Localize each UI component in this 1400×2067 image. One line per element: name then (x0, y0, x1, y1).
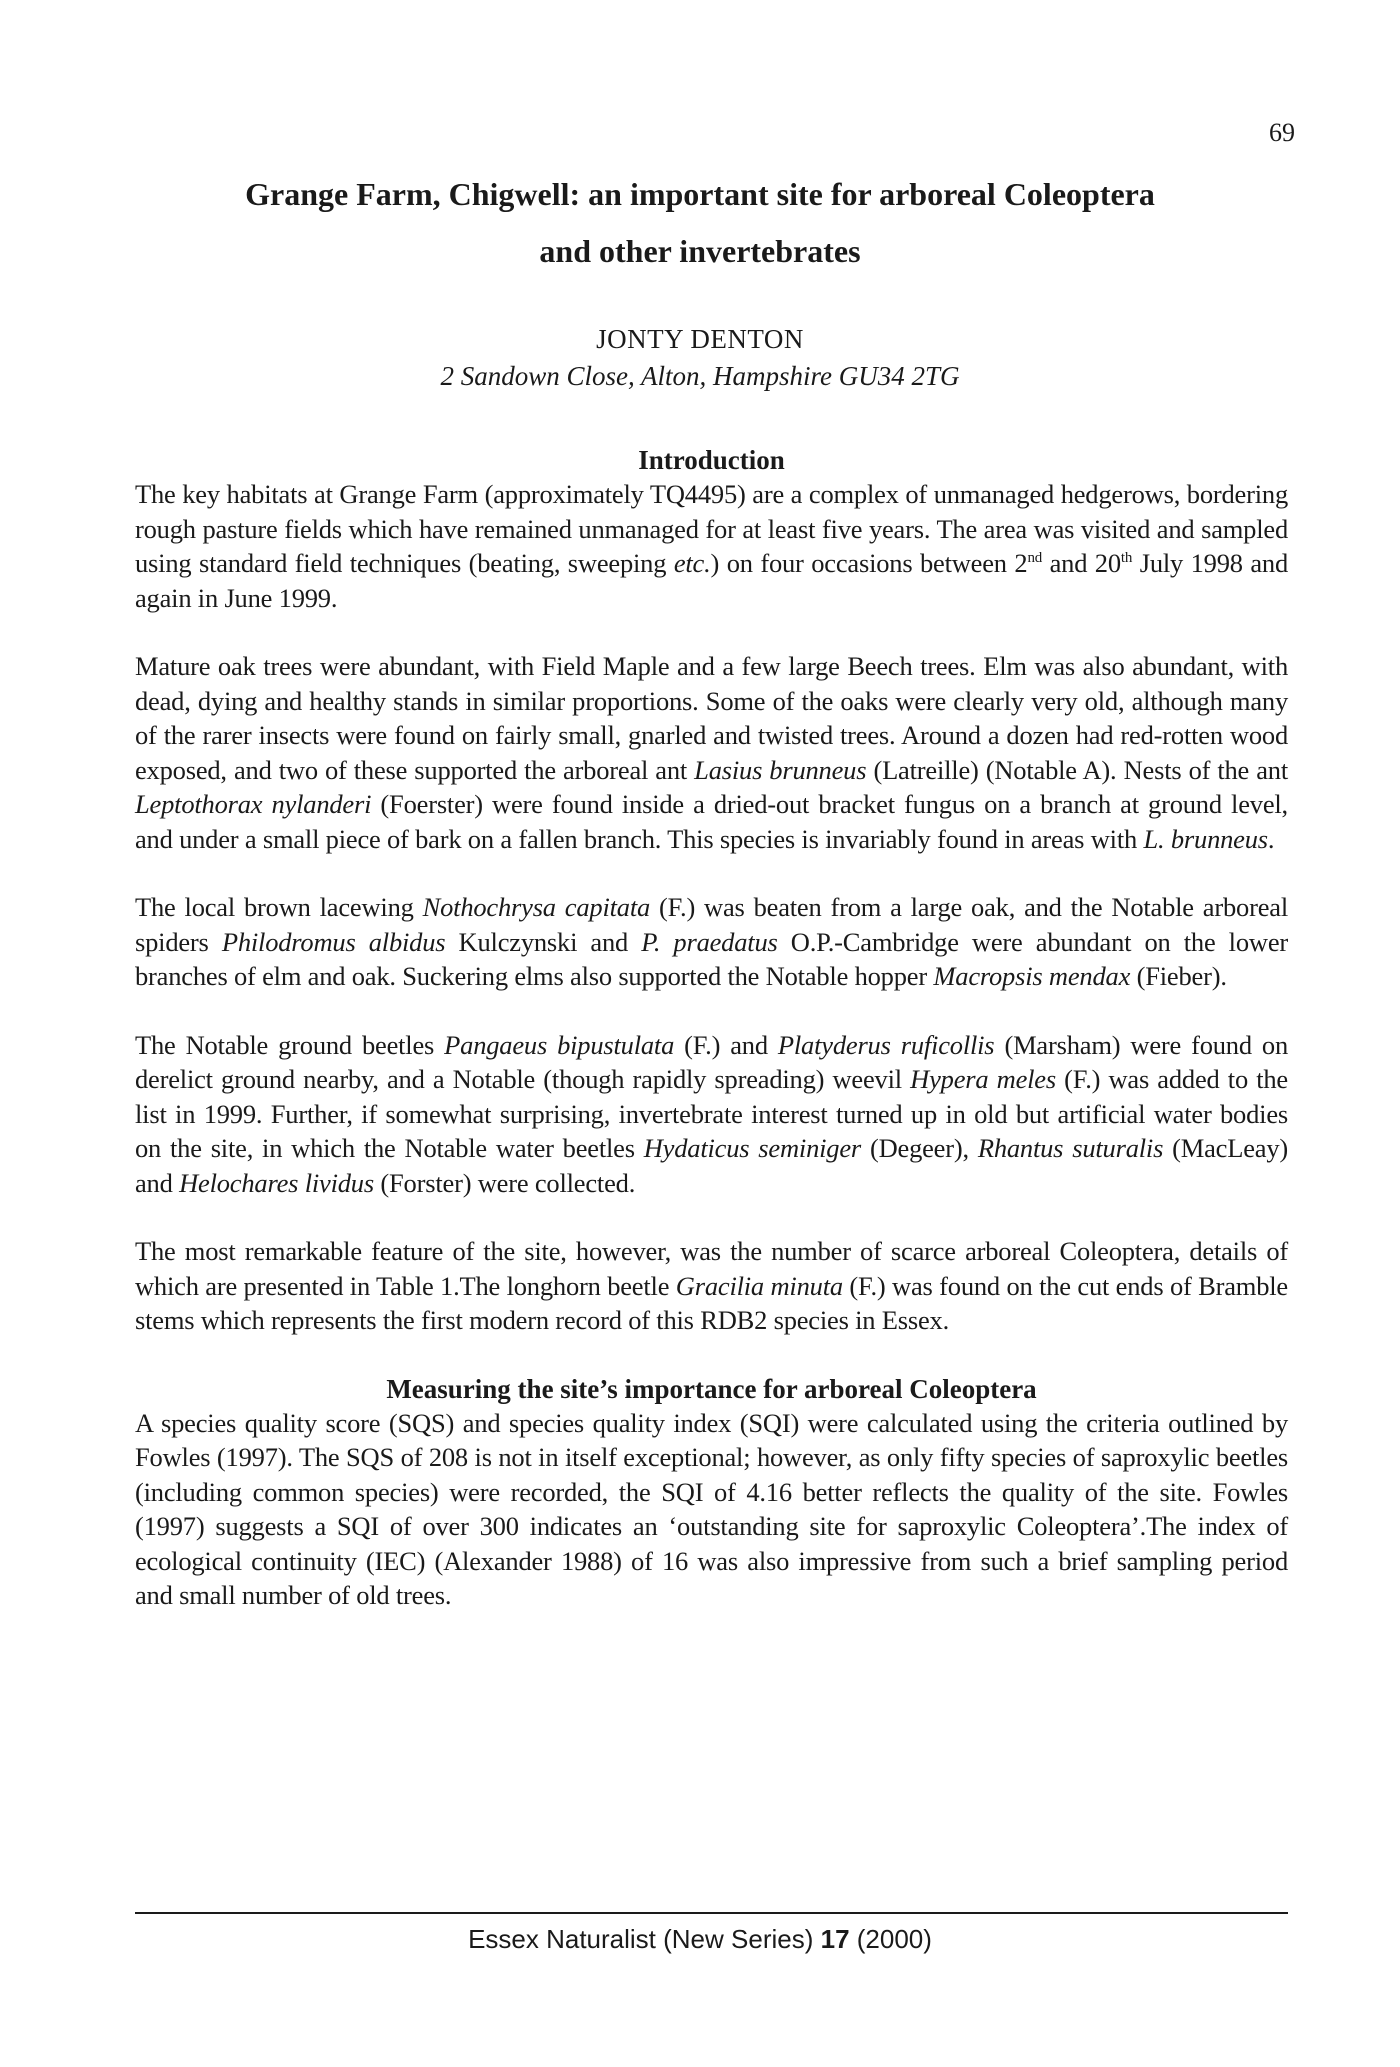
article-title (0, 166, 1400, 280)
species-name: Gracilia minuta (675, 1270, 843, 1301)
text-run: (F.) was found on the cut ends of Bramble stems which represents the first modern record of this RDB2 species in Essex. (135, 1270, 1288, 1335)
section-heading-introduction: Introduction (638, 445, 785, 475)
text-run: The most remarkable feature of the site, however, was the number of scarce arboreal Coleoptera, details of which are presented in Table 1.The longhorn beetle (135, 1236, 1288, 1301)
text-run: and 20 (1042, 548, 1121, 578)
text-run: ) on four occasions between 2 (710, 548, 1028, 578)
page-number: 69 (1269, 118, 1295, 147)
species-name: Philodromus albidus (221, 926, 446, 957)
journal-name: Essex Naturalist (New Series) (468, 1924, 821, 1954)
text-run: (Degeer), (861, 1133, 978, 1163)
species-name: Macropsis mendax (933, 961, 1131, 991)
text-run: July 1998 and again in June 1999. (135, 548, 1289, 613)
species-name: L. brunneus (1143, 823, 1268, 854)
text-run: The Notable ground beetles (135, 1029, 445, 1060)
superscript: nd (1027, 550, 1043, 567)
species-name: P. praedatus (641, 926, 778, 957)
text-run: (F.) and (674, 1029, 778, 1060)
title-line-2: and other invertebrates (539, 233, 861, 269)
text-run: (Marsham) were found on derelict ground nearby, and a Notable (though rapidly spreading) weevil (135, 1029, 1289, 1094)
superscript: th (1120, 550, 1133, 567)
species-name: Nothochrysa capitata (422, 892, 651, 922)
paragraph-1 (135, 477, 1288, 615)
journal-year: (2000) (849, 1924, 932, 1954)
paragraph-2 (135, 649, 1288, 856)
text-run: The key habitats at Grange Farm (approximately TQ4495) are a complex of unmanaged hedgerows, bordering rough pasture fields which have remained unmanaged for at least five years. The area was visited and sampled using standard field techniques (beating, sweeping (135, 479, 1288, 578)
article-body (135, 443, 1288, 1647)
author-name: JONTY DENTON (596, 324, 804, 354)
text-run: (F.) was added to the list in 1999. Further, if somewhat surprising, invertebrate interest turned up in old but artificial water bodies on the site, in which the Notable water beetles (135, 1064, 1288, 1163)
species-name: Platyderus ruficollis (777, 1029, 995, 1060)
title-line-1: Grange Farm, Chigwell: an important site for arboreal Coleoptera (245, 176, 1155, 212)
text-run: Mature oak trees were abundant, with Field Maple and a few large Beech trees. Elm was also abundant, with dead, dying and healthy stands in similar proportions. Some of the oaks were clearly very old, although many of the rarer insects were found on fairly small, gnarled and twisted trees. Around a dozen had red-rotten wood exposed, and two of these supported the arboreal ant (135, 651, 1288, 785)
text-run: (Foerster) were found inside a dried-out bracket fungus on a branch at ground level, and under a small piece of bark on a fallen branch. This species is invariably found in areas with (135, 789, 1288, 854)
species-name: Hydaticus seminiger (643, 1133, 862, 1163)
species-name: Leptothorax nylanderi (135, 789, 372, 819)
footer-rule (135, 1912, 1288, 1914)
text-run: (Fieber). (1130, 961, 1227, 991)
author-address: 2 Sandown Close, Alton, Hampshire GU34 2TG (440, 361, 960, 391)
paragraph-3 (135, 890, 1288, 994)
species-name: Rhantus suturalis (977, 1133, 1164, 1163)
species-name: Helochares lividus (179, 1167, 374, 1198)
text-run: . (1267, 823, 1275, 854)
text-run: Kulczynski and (445, 926, 642, 957)
text-run: (Latreille) (Notable A). Nests of the ant (866, 754, 1288, 785)
journal-footer (0, 1924, 1400, 1955)
paragraph-6: A species quality score (SQS) and species quality index (SQI) were calculated using the criteria outlined by Fowles (1997). The SQS of 208 is not in itself exceptional; however, as only fifty species of saproxylic beetles (including common species) were recorded, the SQI of 4.16 better reflects the quality of the site. Fowles (1997) suggests a SQI of over 300 indicates an ‘outstanding site for saproxylic Coleoptera’.The index of ecological continuity (IEC) (Alexander 1988) of 16 was also impressive from such a brief sampling period and small number of old trees. (135, 1407, 1288, 1610)
text-run: (Forster) were collected. (373, 1167, 636, 1198)
journal-volume: 17 (820, 1924, 850, 1954)
italic-text: etc. (673, 548, 711, 578)
species-name: Pangaeus bipustulata (444, 1029, 675, 1060)
paragraph-5 (135, 1234, 1288, 1338)
section-heading-measuring: Measuring the site’s importance for arboreal Coleoptera (386, 1373, 1037, 1404)
text-run: (F.) was beaten from a large oak, and the Notable arboreal spiders (135, 892, 1289, 957)
text-run: O.P.-Cambridge were abundant on the lower branches of elm and oak. Suckering elms also supported the Notable hopper (135, 926, 1289, 991)
text-run: The local brown lacewing (135, 892, 423, 922)
species-name: Lasius brunneus (694, 754, 867, 785)
text-run: (MacLeay) and (135, 1133, 1288, 1198)
paragraph-4 (135, 1028, 1288, 1201)
species-name: Hypera meles (910, 1064, 1056, 1094)
